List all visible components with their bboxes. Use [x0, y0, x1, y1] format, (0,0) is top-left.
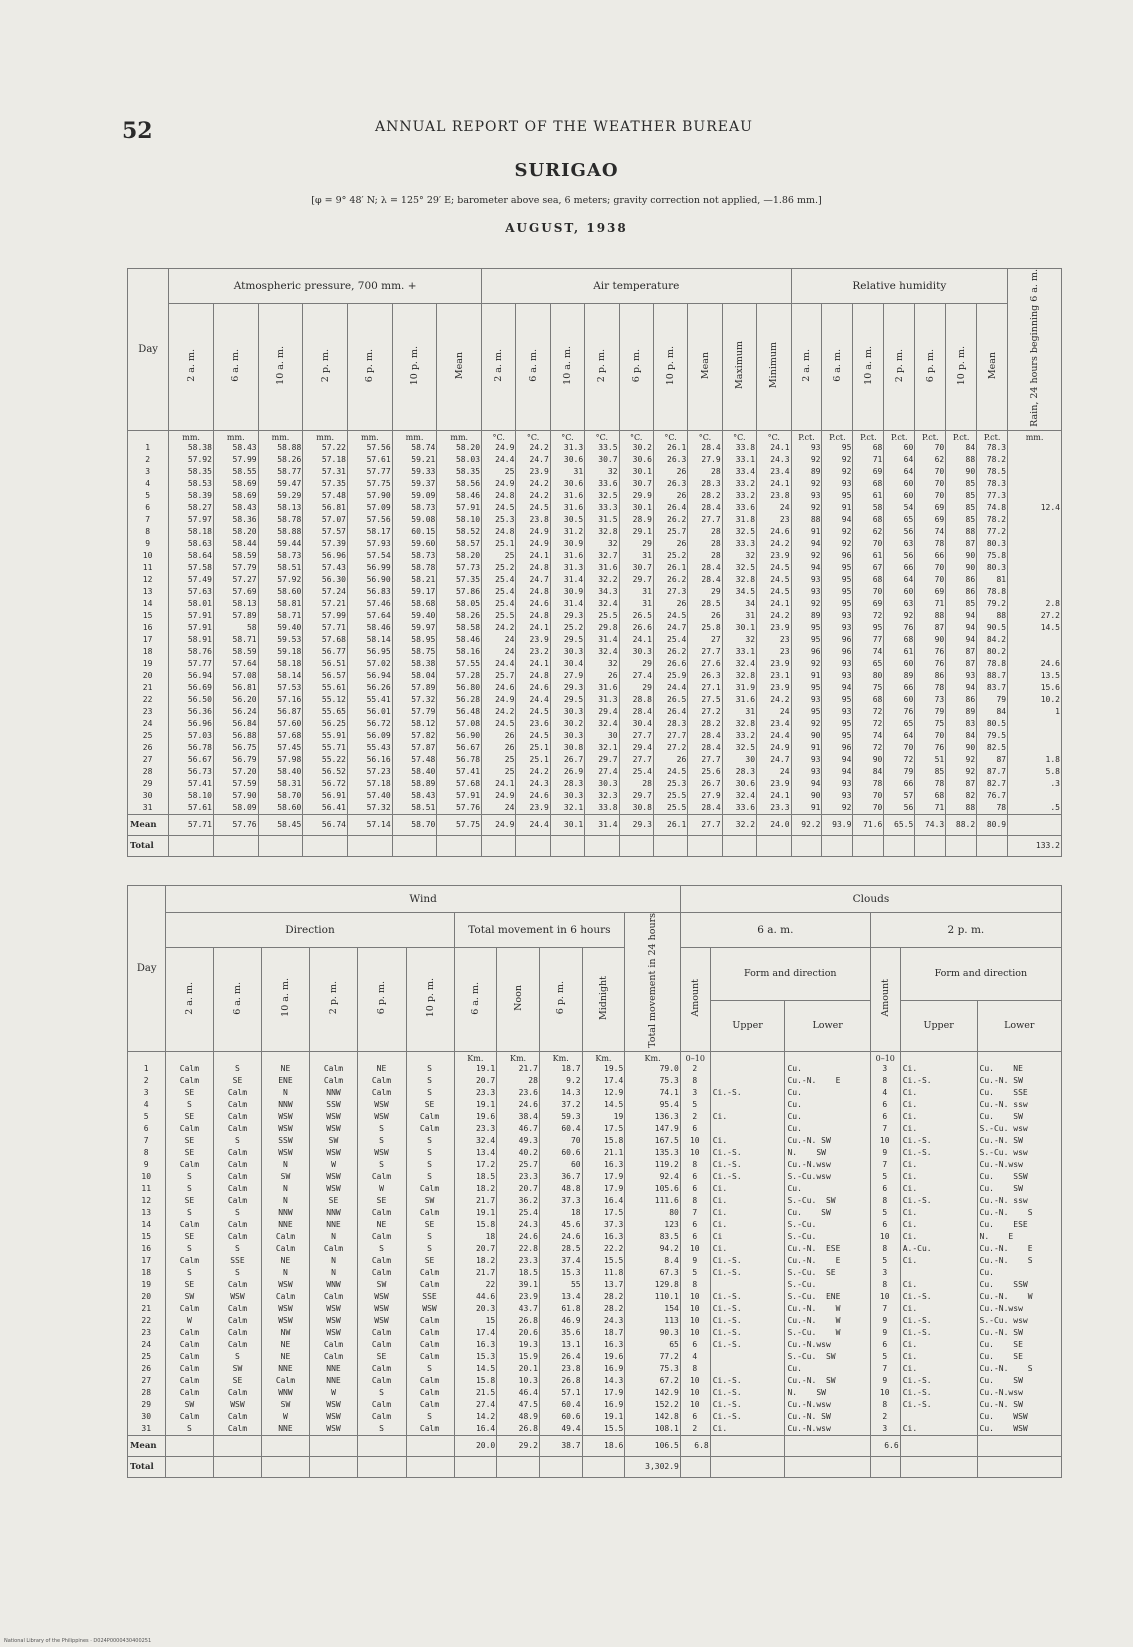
direction-col-header: 2 a. m. [166, 948, 214, 1052]
mean-value: 57.76 [213, 814, 258, 835]
temp-col-header: 6 p. m. [619, 303, 653, 430]
humidity-2am-column: 93 92 89 92 93 92 88 91 94 92 94 93 93 92 89 95 95 96 92 91 95 93 95 92 90 91 93 93 94 90 91 [791, 442, 822, 815]
station-coordinates: [φ = 9° 48′ N; λ = 125° 29′ E; barometer above sea, 6 meters; gravity correction not applied, —1.86 mm.] [311, 195, 822, 206]
temp-6pm-column: 30.2 30.6 30.1 30.7 29.9 30.1 28.9 29.1 29 31 30.7 29.7 31 31 26.5 26.6 24.1 30.3 29 27.4 29 28.8 28.4 30.4 27.7 29.4 27.7 25.4 28 29.7 30.8 [619, 442, 653, 815]
humidity-group-header: Relative humidity [791, 269, 1008, 304]
total-row-label: Total [128, 1456, 166, 1477]
mean-value: 30.1 [550, 814, 584, 835]
unit-label: Km. [625, 1051, 681, 1063]
unit-label: mm. [437, 430, 482, 442]
am-clouds-group-header: 6 a. m. [680, 913, 870, 948]
pm-form-direction-header: Form and direction [900, 948, 1061, 1001]
temp-col-header: 2 p. m. [585, 303, 619, 430]
pm-lower-cloud-column: Cu. NE Cu.-N. SW Cu. SSE Cu.-N. ssw Cu. SW S.-Cu. wsw Cu.-N. SW S.-Cu. wsw Cu.-N.wsw Cu. SSW Cu. SW Cu.-N. ssw Cu.-N. S Cu. ESE N. E Cu.-N. E Cu.-N. S Cu. Cu. SSW Cu.-N. W Cu.-N.wsw S.-Cu. wsw Cu.-N. SW Cu. SE Cu. SE Cu.-N. S Cu. SW Cu.-N.wsw Cu.-N. SW Cu. WSW Cu. WSW [977, 1063, 1061, 1436]
day-column: 1 2 3 4 5 6 7 8 9 10 11 12 13 14 15 16 17 18 19 20 21 22 23 24 25 26 27 28 29 30 31 [128, 1063, 166, 1436]
temp-col-header: Minimum [757, 303, 791, 430]
day-column: 1 2 3 4 5 6 7 8 9 10 11 12 13 14 15 16 17 18 19 20 21 22 23 24 25 26 27 28 29 30 31 [128, 442, 169, 815]
unit-label: Km. [539, 1051, 582, 1063]
pressure-col-header: 2 a. m. [169, 303, 214, 430]
pressure-mean-column: 58.20 58.03 58.35 58.56 58.46 57.91 58.10 58.52 58.57 58.20 57.73 57.35 57.86 58.05 58.26 58.58 58.46 58.16 57.55 57.28 56.80 56.28 56.48 57.08 56.90 56.67 56.78 57.41 57.68 57.91 57.76 [437, 442, 482, 815]
temp-2pm-column: 33.5 30.7 32 33.6 32.5 33.3 31.5 32.8 32 32.7 31.6 32.2 34.3 32.4 25.5 29.8 31.4 32.4 32 26 31.6 31.3 29.4 32.4 30 32.1 29.7 27.4 30.3 32.3 33.8 [585, 442, 619, 815]
pressure-col-header: 2 p. m. [303, 303, 348, 430]
direction-col-header: 2 p. m. [310, 948, 358, 1052]
humidity-2pm-column: 60 64 64 60 60 54 65 56 63 56 66 64 60 63 92 76 68 61 60 89 66 60 76 65 64 70 72 79 66 57 56 [884, 442, 915, 815]
pressure-group-header: Atmospheric pressure, 700 mm. + [169, 269, 482, 304]
mean-value: 26.1 [653, 814, 687, 835]
mean-value: 80.9 [977, 814, 1008, 835]
unit-label: °C. [757, 430, 791, 442]
mean-value: 92.2 [791, 814, 822, 835]
mean-value: 93.9 [822, 814, 853, 835]
unit-label: mm. [348, 430, 393, 442]
unit-label: mm. [169, 430, 214, 442]
unit-label: Km. [454, 1051, 497, 1063]
scan-footer: National Library of the Philippines · D024P0000430400251 [4, 1638, 152, 1644]
mean-value: 38.7 [539, 1435, 582, 1456]
mean-row-label: Mean [128, 814, 169, 835]
unit-label: °C. [550, 430, 584, 442]
pm-upper-header: Upper [900, 1000, 977, 1051]
am-upper-cloud-column: Ci.-S. Ci. Ci. Ci.-S. Ci.-S. Ci.-S. Ci. Ci. Ci. Ci. Ci Ci. Ci.-S. Ci.-S. Ci.-S. Ci.-S. Ci.-S. Ci.-S. Ci.-S. Ci.-S. Ci.-S. Ci.-S. Ci.-S. Ci. [710, 1063, 785, 1436]
direction-col-header: 10 a. m. [262, 948, 310, 1052]
temp-min-column: 24.1 24.3 23.4 24.1 23.8 24 23 24.6 24.2 23.9 24.5 24.5 24.5 24.1 24.2 23.9 23 23 23.9 23.1 23.9 24.2 24 23.4 24.4 24.9 24.7 24 23.9 24.1 23.3 [757, 442, 791, 815]
report-month: AUGUST, 1938 [505, 221, 628, 235]
direction-col-header: 6 p. m. [358, 948, 406, 1052]
temp-col-header: 10 p. m. [653, 303, 687, 430]
unit-label: °C. [516, 430, 550, 442]
unit-label: mm. [303, 430, 348, 442]
mean-value: 58.45 [258, 814, 303, 835]
unit-label: Km. [582, 1051, 625, 1063]
mean-value: 57.71 [169, 814, 214, 835]
mean-value: 27.7 [688, 814, 722, 835]
temp-max-column: 33.8 33.1 33.4 33.2 33.2 33.6 31.8 32.5 33.3 32 32.5 32.8 34.5 34 31 30.1 32 33.1 32.4 32.8 31.9 31.6 31 32.8 33.2 32.5 30 28.3 30.6 32.4 33.6 [722, 442, 756, 815]
humidity-col-header: 2 p. m. [884, 303, 915, 430]
temp-6am-column: 24.2 24.7 23.9 24.2 24.2 24.5 23.8 24.9 24.9 24.1 24.8 24.7 24.8 24.6 24.8 24.1 23.9 23.2 24.1 24.8 24.6 24.4 24.5 23.6 24.5 25.1 25.1 24.2 24.3 24.6 23.9 [516, 442, 550, 815]
movement-group-header: Total movement in 6 hours [454, 913, 625, 948]
wind-dir-2pm-column: Calm Calm NNW SSW WSW WSW SW WSW W WSW WSW SE NNW NNE N Calm N N WNW Calm WSW WSW WSW Calm Calm NNE NNE W WSW WSW WSW [310, 1063, 358, 1436]
running-head: ANNUAL REPORT OF THE WEATHER BUREAU [375, 119, 753, 135]
pm-clouds-group-header: 2 p. m. [870, 913, 1061, 948]
mean-value: 106.5 [625, 1435, 681, 1456]
pressure-temperature-humidity-table [127, 268, 1062, 857]
movement-col-header: Noon [497, 948, 540, 1052]
unit-label: °C. [585, 430, 619, 442]
temperature-group-header: Air temperature [482, 269, 791, 304]
pm-lower-header: Lower [977, 1000, 1061, 1051]
unit-label: P.ct. [946, 430, 977, 442]
humidity-col-header: 2 a. m. [791, 303, 822, 430]
temp-col-header: 6 a. m. [516, 303, 550, 430]
mean-value: 29.3 [619, 814, 653, 835]
unit-label: °C. [688, 430, 722, 442]
pressure-6am-column: 58.43 57.99 58.55 58.69 58.69 58.43 58.36 58.20 58.44 58.59 57.79 57.27 57.69 58.13 57.89 58 58.71 58.59 57.64 57.08 56.81 56.20 56.24 56.84 56.88 56.75 56.79 57.20 57.59 57.90 58.09 [213, 442, 258, 815]
humidity-10pm-column: 84 88 90 85 85 85 85 88 87 90 90 86 86 85 94 94 94 87 87 93 94 86 89 83 84 90 92 92 87 82 88 [946, 442, 977, 815]
total-movement-header: Total movement in 24 hours [625, 913, 681, 1052]
pressure-6pm-column: 57.56 57.61 57.77 57.75 57.90 57.09 57.56 58.17 57.93 57.54 56.99 56.90 56.83 57.46 57.64 58.46 58.14 56.95 57.02 56.94 56.26 55.41 56.01 56.72 56.09 55.43 56.16 57.23 57.18 57.40 57.32 [348, 442, 393, 815]
am-cloud-amount-column: 2 8 3 5 2 6 10 10 8 6 6 8 7 6 6 10 9 5 8 10 10 10 10 6 4 8 10 10 10 6 2 [680, 1063, 710, 1436]
rain-total: 133.2 [1008, 835, 1062, 856]
mean-value: 56.74 [303, 814, 348, 835]
pressure-2am-column: 58.38 57.92 58.35 58.53 58.39 58.27 57.97 58.18 58.63 58.64 57.58 57.49 57.63 58.01 57.91 57.91 58.91 58.76 57.77 56.94 56.69 56.50 56.36 56.96 57.03 56.78 56.67 56.73 57.41 58.10 57.61 [169, 442, 214, 815]
mean-value: 6.8 [680, 1435, 710, 1456]
pm-amount-header: Amount [870, 948, 900, 1052]
wind-dir-6am-column: S SE Calm Calm Calm Calm S Calm Calm Calm Calm Calm S Calm Calm S SSE S Calm WSW Calm Calm Calm Calm S SW SE Calm WSW Calm Calm [214, 1063, 262, 1436]
unit-label: mm. [392, 430, 437, 442]
humidity-mean-column: 78.3 78.2 78.5 78.3 77.3 74.8 78.2 77.2 80.3 75.8 80.3 81 78.8 79.2 88 90.5 84.2 80.2 78.8 88.7 83.7 79 84 80.5 79.5 82.5 87 87.7 82.7 76.7 78 [977, 442, 1008, 815]
mean-value: 88.2 [946, 814, 977, 835]
movement-col-header: 6 a. m. [454, 948, 497, 1052]
mean-value: 6.6 [870, 1435, 900, 1456]
unit-label: P.ct. [915, 430, 946, 442]
pressure-col-header: 6 a. m. [213, 303, 258, 430]
unit-label: mm. [258, 430, 303, 442]
mean-value: 24.9 [482, 814, 516, 835]
am-lower-cloud-column: Cu. Cu.-N. E Cu. Cu. Cu. Cu. Cu.-N. SW N. SW Cu.-N.wsw S.-Cu.wsw Cu. S.-Cu. SW Cu. SW S.-Cu. S.-Cu. Cu.-N. ESE Cu.-N. E S.-Cu. SE S.-Cu. S.-Cu. ENE Cu.-N. W Cu.-N. W S.-Cu. W Cu.-N.wsw S.-Cu. SW Cu. Cu.-N. SW N. SW Cu.-N.wsw Cu.-N. SW Cu.-N.wsw [785, 1063, 870, 1436]
humidity-10am-column: 68 71 69 68 61 58 68 62 70 61 67 68 70 69 72 95 77 74 65 80 75 68 72 72 74 72 90 84 78 70 70 [853, 442, 884, 815]
mean-row-label: Mean [128, 1435, 166, 1456]
unit-label: Km. [497, 1051, 540, 1063]
unit-label: °C. [619, 430, 653, 442]
mean-value: 18.6 [582, 1435, 625, 1456]
wind-dir-6pm-column: NE Calm Calm WSW WSW S S WSW S Calm W SE Calm NE Calm S Calm Calm SW WSW WSW WSW Calm Calm SE Calm Calm S Calm Calm S [358, 1063, 406, 1436]
unit-label: mm. [213, 430, 258, 442]
temp-10pm-column: 26.1 26.3 26 26.3 26 26.4 26.2 25.7 26 25.2 26.1 26.2 27.3 26 24.5 24.7 25.4 26.2 26.6 25.9 24.4 26.5 26.4 28.3 27.7 27.2 26 24.5 25.3 25.5 25.5 [653, 442, 687, 815]
mean-value: 57.75 [437, 814, 482, 835]
unit-label: °C. [653, 430, 687, 442]
day-header: Day [128, 886, 166, 1052]
temp-mean-column: 28.4 27.9 28 28.3 28.2 28.4 27.7 28 28 28 28.4 28.4 29 28.5 26 25.8 27 27.7 27.6 26.3 27.1 27.5 27.2 28.2 28.4 28.4 27.7 25.6 26.7 27.9 28.4 [688, 442, 722, 815]
direction-group-header: Direction [166, 913, 454, 948]
movement-noon-column: 21.7 28 23.6 24.6 38.4 46.7 49.3 40.2 25.7 23.3 20.7 36.2 25.4 24.3 24.6 22.8 23.3 18.5 39.1 23.9 43.7 26.8 20.6 19.3 15.9 20.1 10.3 46.4 47.5 48.9 26.8 [497, 1063, 540, 1436]
wind-dir-10pm-column: S S S SE Calm Calm S S S S Calm SW Calm SE S S SE Calm Calm SSE WSW Calm Calm Calm Calm S Calm Calm Calm S Calm [406, 1063, 454, 1436]
pressure-10am-column: 58.88 58.26 58.77 59.47 59.29 58.13 58.78 58.88 59.44 58.73 58.51 57.92 58.60 58.81 58.71 59.40 59.53 59.18 58.18 58.14 57.53 57.16 56.87 57.60 57.68 57.45 57.98 58.40 58.31 58.70 58.60 [258, 442, 303, 815]
humidity-col-header: Mean [977, 303, 1008, 430]
humidity-col-header: 6 a. m. [822, 303, 853, 430]
mean-value: 74.3 [915, 814, 946, 835]
mean-value: 71.6 [853, 814, 884, 835]
unit-label: 0–10 [870, 1051, 900, 1063]
movement-col-header: Midnight [582, 948, 625, 1052]
mean-value: 57.14 [348, 814, 393, 835]
page-number: 52 [122, 118, 153, 144]
unit-label: °C. [722, 430, 756, 442]
unit-label: P.ct. [791, 430, 822, 442]
direction-col-header: 6 a. m. [214, 948, 262, 1052]
temp-col-header: 2 a. m. [482, 303, 516, 430]
movement-midnight-column: 19.5 17.4 12.9 14.5 19 17.5 15.8 21.1 16.3 17.9 17.9 16.4 17.5 37.3 16.3 22.2 15.5 11.8 13.7 28.2 28.2 24.3 18.7 16.3 19.6 16.9 14.3 17.9 16.9 19.1 15.5 [582, 1063, 625, 1436]
wind-dir-2am-column: Calm Calm SE S SE Calm SE SE Calm S S SE S Calm SE S Calm S SE SW Calm W Calm Calm Calm Calm Calm Calm SW Calm S [166, 1063, 214, 1436]
direction-col-header: 10 p. m. [406, 948, 454, 1052]
temp-col-header: Maximum [722, 303, 756, 430]
mean-value: 32.2 [722, 814, 756, 835]
pm-upper-cloud-column: Ci. Ci.-S. Ci. Ci. Ci. Ci. Ci.-S. Ci.-S. Ci. Ci. Ci. Ci.-S. Ci. Ci. Ci. A.-Cu. Ci. Ci. Ci.-S. Ci. Ci.-S. Ci.-S. Ci. Ci. Ci. Ci.-S. Ci.-S. Ci.-S. Ci. [900, 1063, 977, 1436]
temp-col-header: Mean [688, 303, 722, 430]
pressure-col-header: 10 a. m. [258, 303, 303, 430]
pressure-col-header: 10 p. m. [392, 303, 437, 430]
unit-label: P.ct. [977, 430, 1008, 442]
movement-col-header: 6 p. m. [539, 948, 582, 1052]
pressure-col-header: 6 p. m. [348, 303, 393, 430]
temp-2am-column: 24.9 24.4 25 24.9 24.8 24.5 25.3 24.8 25.1 25 25.2 25.4 25.4 25.4 25.5 24.2 24 24 24.4 25.7 24.6 24.9 24.2 24.5 26 26 25 25 24.1 24.9 24 [482, 442, 516, 815]
rain-column: 12.4 2.8 27.2 14.5 24.6 13.5 15.6 10.2 1 1.8 5.8 .3 .5 [1008, 442, 1062, 815]
mean-value: 31.4 [585, 814, 619, 835]
pressure-2pm-column: 57.22 57.18 57.31 57.35 57.48 56.81 57.07 57.57 57.39 56.96 57.43 56.30 57.24 57.21 57.99 57.71 57.68 56.77 56.51 56.57 55.61 55.12 55.65 56.25 55.91 55.71 55.22 56.52 56.72 56.91 56.41 [303, 442, 348, 815]
wind-group-header: Wind [166, 886, 680, 913]
total-row-label: Total [128, 835, 169, 856]
am-lower-header: Lower [785, 1000, 870, 1051]
movement-total: 3,302.9 [625, 1456, 681, 1477]
temp-10am-column: 31.3 30.6 31 30.6 31.6 31.6 30.5 31.2 30.9 31.6 31.3 31.4 30.9 31.4 29.3 25.2 29.5 30.3 30.4 27.9 29.3 29.5 30.3 30.2 30.3 30.8 26.7 26.9 28.3 30.3 32.1 [550, 442, 584, 815]
wind-dir-10am-column: NE ENE N NNW WSW WSW SSW WSW N SW N N NNW NNE Calm Calm NE N WSW Calm WSW WSW NW NE NE NNE Calm WNW SW W NNE [262, 1063, 310, 1436]
pm-cloud-amount-column: 3 8 4 6 6 7 10 9 7 5 6 8 5 6 10 8 5 3 8 10 7 9 9 6 5 7 9 10 8 2 3 [870, 1063, 900, 1436]
pressure-10pm-column: 58.74 59.21 59.33 59.37 59.09 58.73 59.08 60.15 59.60 58.73 58.78 58.21 59.17 58.68 59.40 59.97 58.95 58.75 58.38 58.04 57.89 57.32 57.79 58.12 57.82 57.87 57.48 58.40 58.89 58.43 58.51 [392, 442, 437, 815]
station-title: SURIGAO [514, 160, 619, 181]
am-form-direction-header: Form and direction [710, 948, 870, 1001]
am-amount-header: Amount [680, 948, 710, 1052]
unit-label: P.ct. [884, 430, 915, 442]
unit-label: °C. [482, 430, 516, 442]
mean-value: 24.4 [516, 814, 550, 835]
mean-value: 24.0 [757, 814, 791, 835]
humidity-col-header: 10 p. m. [946, 303, 977, 430]
humidity-6am-column: 95 92 92 93 95 91 94 92 92 96 95 95 95 95 93 93 96 96 93 93 94 95 93 95 95 96 94 94 93 93 92 [822, 442, 853, 815]
unit-label: P.ct. [853, 430, 884, 442]
humidity-col-header: 10 a. m. [853, 303, 884, 430]
clouds-group-header: Clouds [680, 886, 1061, 913]
day-header: Day [128, 269, 169, 431]
movement-6am-column: 19.1 20.7 23.3 19.1 19.6 23.3 32.4 13.4 17.2 18.5 18.2 21.7 19.1 15.8 18 20.7 18.2 21.7 22 44.6 20.3 15 17.4 16.3 15.3 14.5 15.8 21.5 27.4 14.2 16.4 [454, 1063, 497, 1436]
pressure-col-header: Mean [437, 303, 482, 430]
unit-label: mm. [1008, 430, 1062, 442]
movement-6pm-column: 18.7 9.2 14.3 37.2 59.3 60.4 70 60.6 60 36.7 48.8 37.3 18 45.6 24.6 28.5 37.4 15.3 55 13.4 61.8 46.9 35.6 13.1 26.4 23.8 26.8 57.1 60.4 60.6 49.4 [539, 1063, 582, 1436]
temp-col-header: 10 a. m. [550, 303, 584, 430]
wind-clouds-table [127, 885, 1062, 1478]
mean-value: 58.70 [392, 814, 437, 835]
unit-label: P.ct. [822, 430, 853, 442]
humidity-6pm-column: 70 62 70 70 70 69 69 74 78 66 70 70 69 71 88 87 90 76 76 86 78 73 79 75 70 76 51 85 78 68 71 [915, 442, 946, 815]
mean-value: 29.2 [497, 1435, 540, 1456]
unit-label: 0–10 [680, 1051, 710, 1063]
mean-value: 20.0 [454, 1435, 497, 1456]
rain-header: Rain, 24 hours beginning 6 a. m. [1008, 269, 1062, 431]
movement-24h-column: 79.0 75.3 74.1 95.4 136.3 147.9 167.5 135.3 119.2 92.4 105.6 111.6 80 123 83.5 94.2 8.4 67.3 129.8 110.1 154 113 90.3 65 77.2 75.3 67.2 142.9 152.2 142.8 108.1 [625, 1063, 681, 1436]
am-upper-header: Upper [710, 1000, 785, 1051]
humidity-col-header: 6 p. m. [915, 303, 946, 430]
mean-value: 65.5 [884, 814, 915, 835]
